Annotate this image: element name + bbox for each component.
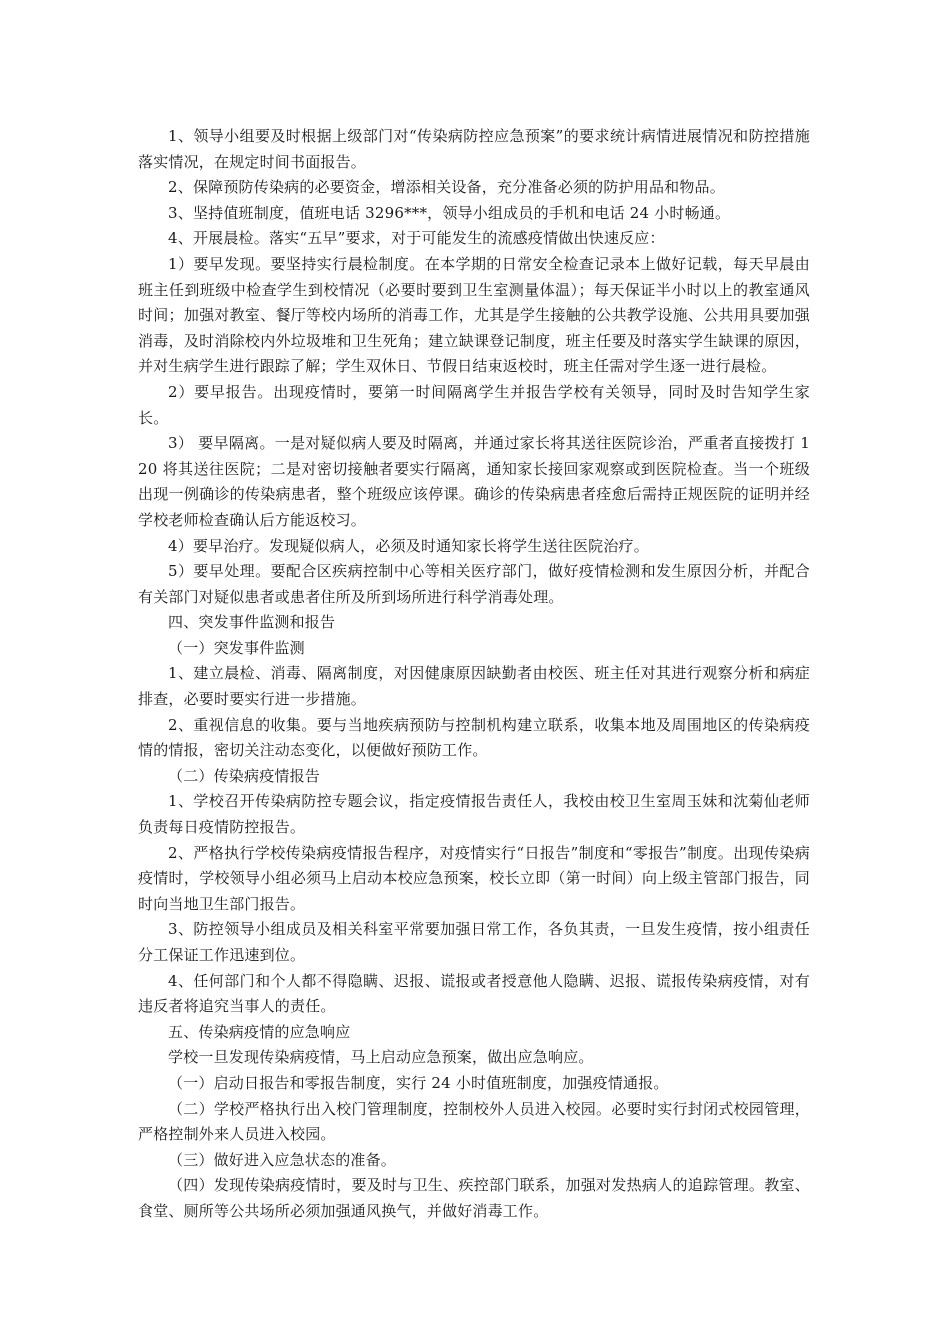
subsection-heading: （二）传染病疫情报告 bbox=[168, 766, 321, 785]
paragraph: （三）做好进入应急状态的准备。 bbox=[168, 1150, 397, 1169]
paragraph: 3、防控领导小组成员及相关科室平常要加强日常工作，各负其责，一旦发生疫情，按小组责任分工保证工作迅速到位。 bbox=[138, 920, 810, 964]
paragraph: 4、任何部门和个人都不得隐瞒、迟报、谎报或者授意他人隐瞒、迟报、谎报传染病疫情，对有违反者将追究当事人的责任。 bbox=[138, 971, 810, 1016]
paragraph: 1、学校召开传染病防控专题会议，指定疫情报告责任人，我校由校卫生室周玉妹和沈菊仙老师负责每日疫情防控报告。 bbox=[138, 792, 810, 837]
paragraph: 1、领导小组要及时根据上级部门对“传染病防控应急预案”的要求统计病情进展情况和防控措施落实情况，在规定时间书面报告。 bbox=[138, 127, 810, 171]
section-heading: 五、传染病疫情的应急响应 bbox=[168, 1022, 351, 1041]
paragraph: 3） 要早隔离。一是对疑似病人要及时隔离，并通过家长将其送往医院诊治，严重者直接拨打 120 将其送往医院；二是对密切接触者要实行隔离，通知家长接回家观察或到医院检查。当一个班级出现一例确诊的传染病患者，整个班级应该停课。确诊的传染病患者痊愈后需持正规医院的证明并经学校老师检查确认后方能返校习。 bbox=[138, 434, 810, 529]
document-body bbox=[138, 124, 810, 1225]
paragraph: 1）要早发现。要坚持实行晨检制度。在本学期的日常安全检查记录本上做好记载，每天早晨由班主任到班级中检查学生到校情况（必要时要到卫生室测量体温）；每天保证半小时以上的教室通风时间；加强对教室、餐厅等校内场所的消毒工作，尤其是学生接触的公共教学设施、公共用具要加强消毒，及时消除校内外垃圾堆和卫生死角；建立缺课登记制度，班主任要及时落实学生缺课的原因，并对生病学生进行跟踪了解；学生双休日、节假日结束返校时，班主任需对学生逐一进行晨检。 bbox=[138, 254, 810, 376]
paragraph: （四）发现传染病疫情时，要及时与卫生、疾控部门联系，加强对发热病人的追踪管理。教室、食堂、厕所等公共场所必须加强通风换气，并做好消毒工作。 bbox=[138, 1176, 810, 1220]
paragraph: 5）要早处理。要配合区疾病控制中心等相关医疗部门，做好疫情检测和发生原因分析，并配合有关部门对疑似患者或患者住所及所到场所进行科学消毒处理。 bbox=[138, 562, 810, 606]
subsection-heading: （一）突发事件监测 bbox=[168, 638, 305, 657]
paragraph: 4、开展晨检。落实“五早”要求，对于可能发生的流感疫情做出快速反应： bbox=[168, 229, 665, 248]
paragraph: 2）要早报告。出现疫情时，要第一时间隔离学生并报告学校有关领导，同时及时告知学生家长。 bbox=[138, 382, 810, 427]
section-heading: 四、突发事件监测和报告 bbox=[168, 613, 336, 632]
paragraph: 2、严格执行学校传染病疫情报告程序，对疫情实行“日报告”制度和“零报告”制度。出现传染病疫情时，学校领导小组必须马上启动本校应急预案，校长立即（第一时间）向上级主管部门报告，同时向当地卫生部门报告。 bbox=[138, 843, 810, 913]
paragraph: 2、保障预防传染病的必要资金，增添相关设备，充分准备必须的防护用品和物品。 bbox=[168, 178, 725, 197]
paragraph: 1、建立晨检、消毒、隔离制度，对因健康原因缺勤者由校医、班主任对其进行观察分析和病症排查，必要时要实行进一步措施。 bbox=[138, 664, 810, 709]
paragraph: （二）学校严格执行出入校门管理制度，控制校外人员进入校园。必要时实行封闭式校园管理，严格控制外来人员进入校园。 bbox=[138, 1099, 810, 1144]
paragraph: （一）启动日报告和零报告制度，实行 24 小时值班制度，加强疫情通报。 bbox=[168, 1073, 669, 1092]
paragraph: 3、坚持值班制度，值班电话 3296***，领导小组成员的手机和电话 24 小时畅通。 bbox=[168, 203, 731, 222]
paragraph: 2、重视信息的收集。要与当地疾病预防与控制机构建立联系，收集本地及周围地区的传染病疫情的情报，密切关注动态变化，以便做好预防工作。 bbox=[138, 715, 810, 760]
paragraph: 4）要早治疗。发现疑似病人，必须及时通知家长将学生送往医院治疗。 bbox=[168, 536, 649, 555]
paragraph: 学校一旦发现传染病疫情，马上启动应急预案，做出应急响应。 bbox=[168, 1048, 594, 1067]
